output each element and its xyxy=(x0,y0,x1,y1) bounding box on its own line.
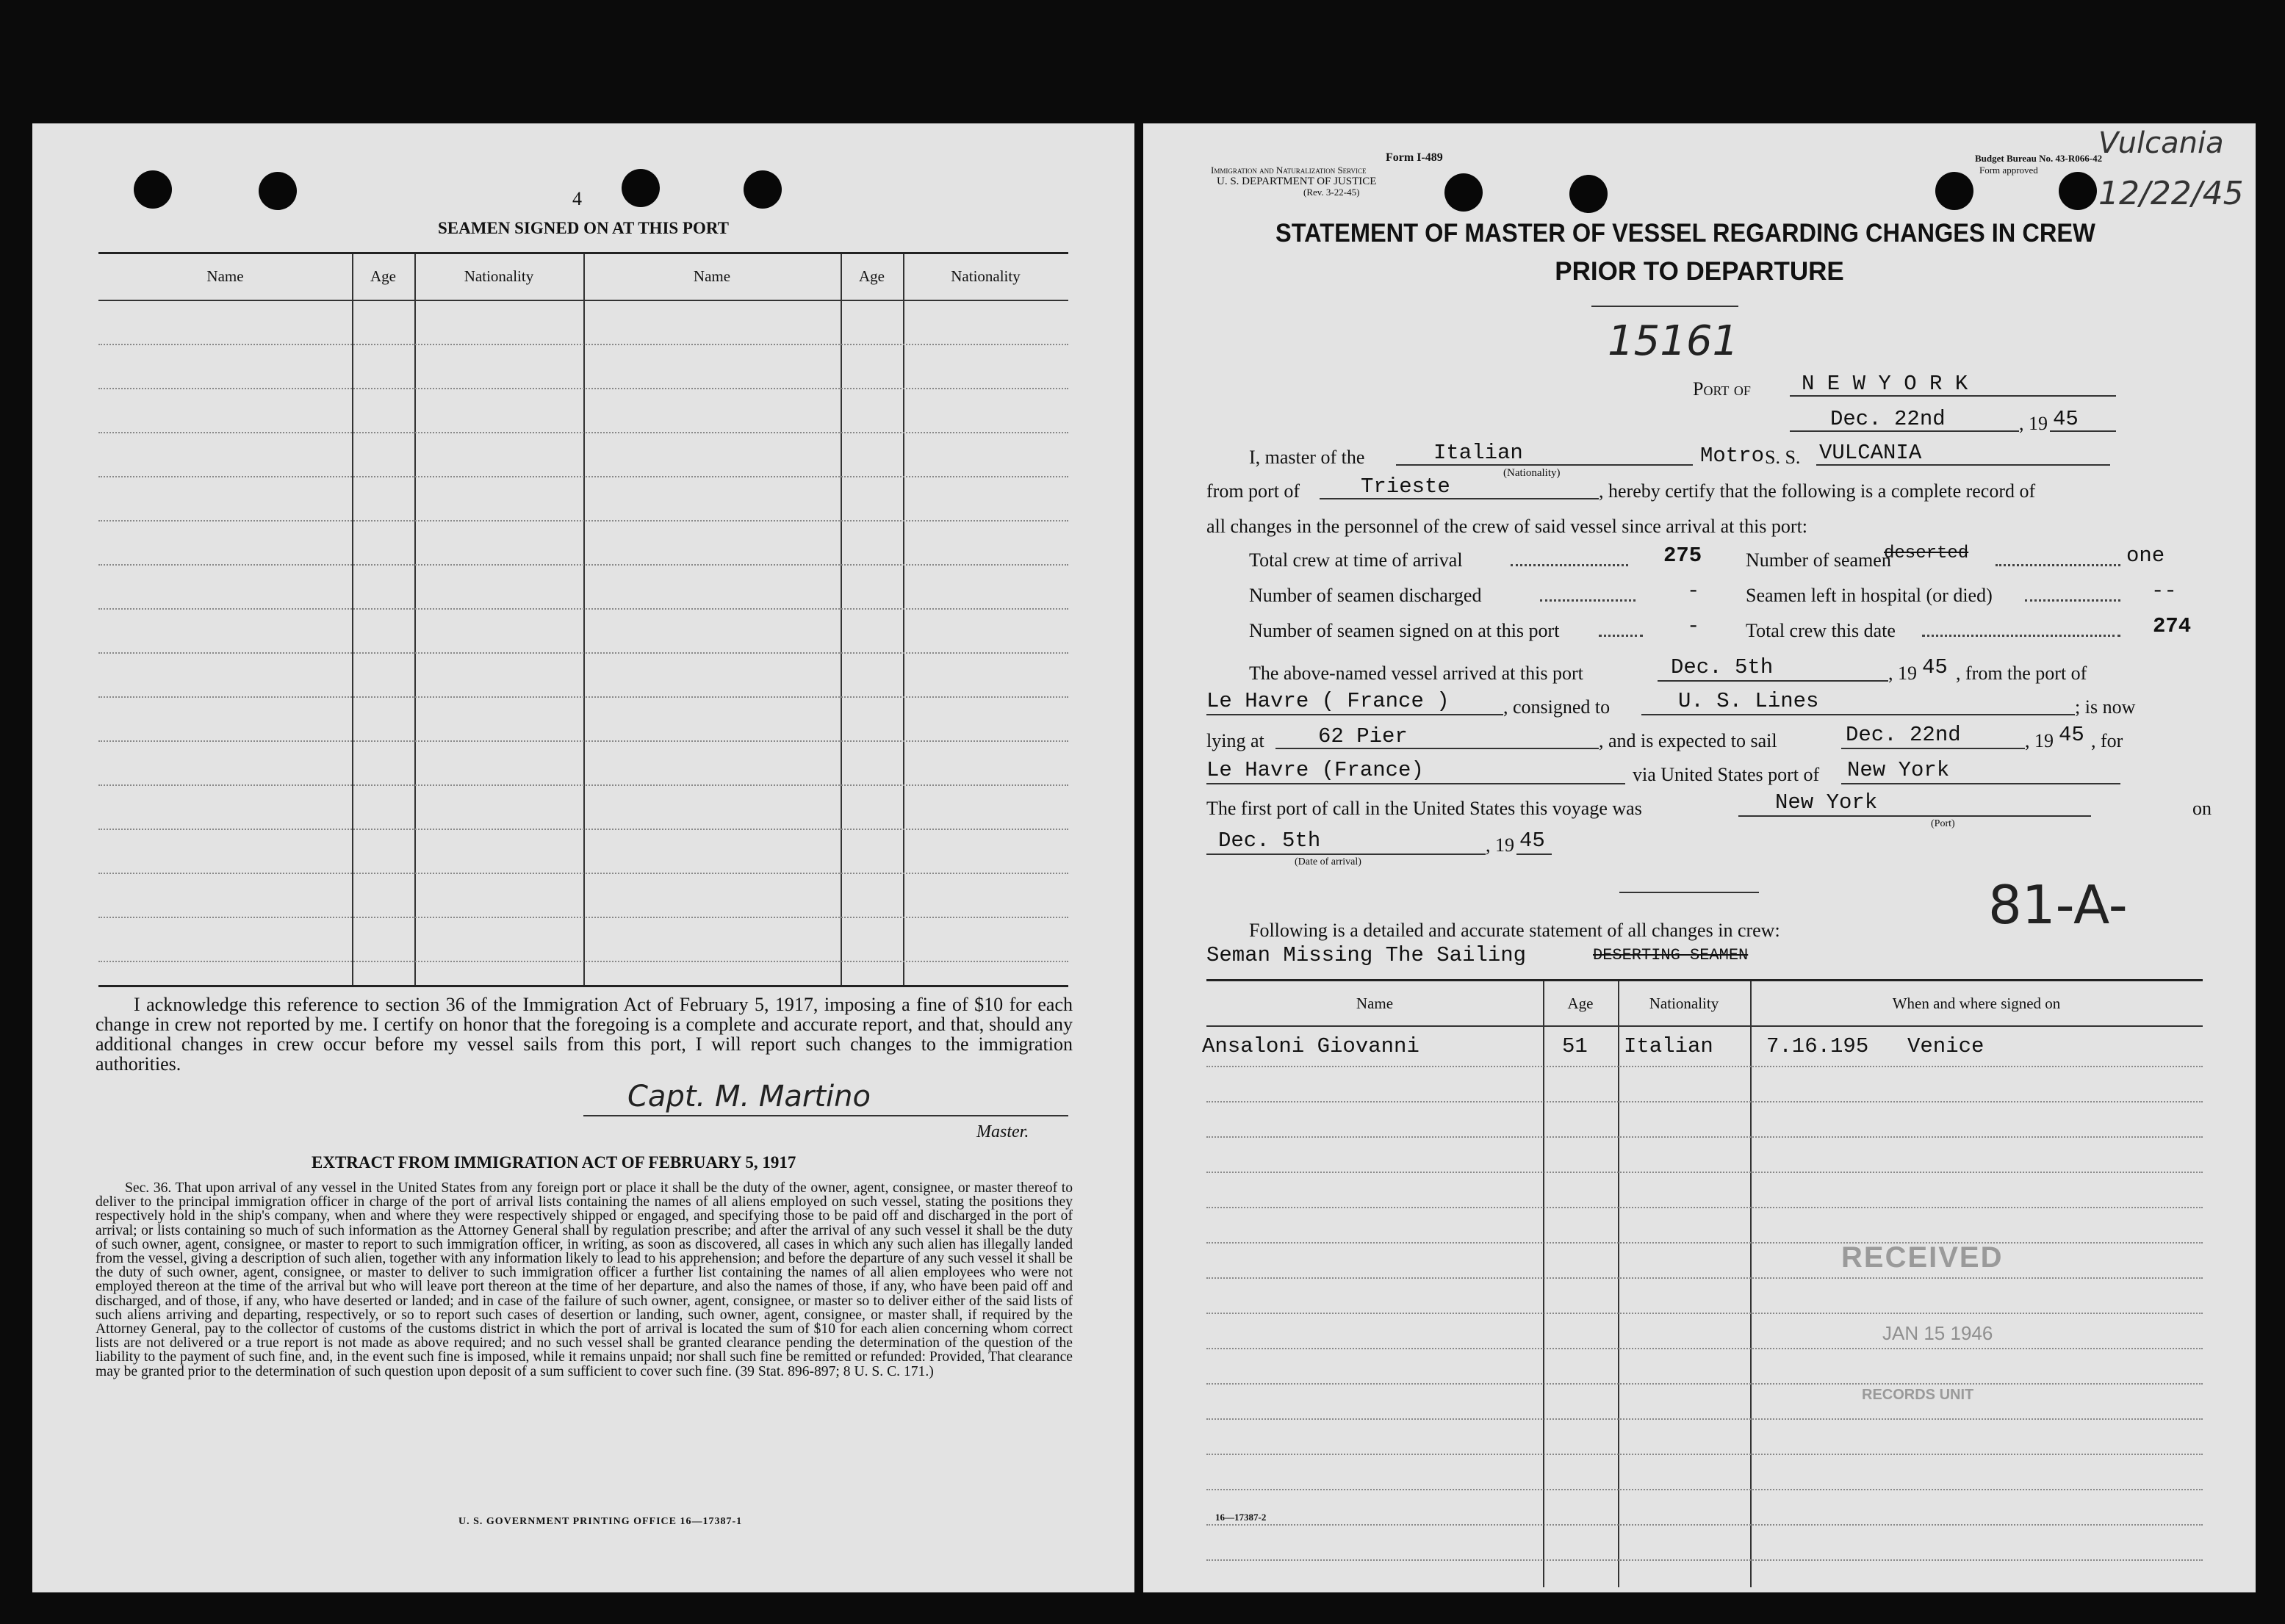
arrived-date: Dec. 5th xyxy=(1671,655,1774,679)
form-title-line-1: STATEMENT OF MASTER OF VESSEL REGARDING CHANGES IN CREW xyxy=(1275,219,2095,248)
col-header-name: Name xyxy=(206,267,244,285)
hospital-value: -- xyxy=(2151,579,2177,603)
department-name: U. S. DEPARTMENT OF JUSTICE xyxy=(1217,176,1377,187)
punch-hole xyxy=(134,170,172,209)
first-port-caption: (Port) xyxy=(1931,818,1955,829)
total-arrival-label: Total crew at time of arrival xyxy=(1249,549,1463,571)
arrived-label: The above-named vessel arrived at this port xyxy=(1249,663,1583,684)
crew-signed-on-date: 7.16.195 xyxy=(1766,1034,1869,1058)
punch-hole xyxy=(259,172,297,210)
col-header-age: Age xyxy=(859,267,885,285)
via-port: New York xyxy=(1847,758,1950,782)
from-port-of-label: , from the port of xyxy=(1956,663,2087,684)
first-port-value: New York xyxy=(1775,790,1878,815)
first-year-prefix: , 19 xyxy=(1486,834,1514,856)
col-header-nationality: Nationality xyxy=(464,267,534,285)
signed-on-value: - xyxy=(1687,614,1700,638)
received-stamp-date: JAN 15 1946 xyxy=(1882,1322,1993,1344)
col-header-nationality: Nationality xyxy=(951,267,1021,285)
deserted-label: Number of seamen xyxy=(1746,549,1891,571)
discharged-label: Number of seamen discharged xyxy=(1249,585,1482,606)
vessel-type: Motro xyxy=(1700,444,1765,468)
port-label: Port of xyxy=(1693,378,1751,400)
signature-line xyxy=(583,1115,1068,1116)
certify-text: , hereby certify that the following is a complete record of xyxy=(1599,480,2036,502)
first-year: 45 xyxy=(1519,829,1545,853)
expected-label: , and is expected to sail xyxy=(1599,730,1777,751)
received-stamp: RECEIVED xyxy=(1841,1241,2004,1274)
via-label: via United States port of xyxy=(1633,764,1820,785)
crew-changes-table xyxy=(1202,979,2203,1587)
extract-text: Sec. 36. That upon arrival of any vessel in the United States from any foreign port or place it shall be the duty of the owner, agent, consignee, or master thereof to deliver to the principal immigration officer in charge of the port of arrival lists containing the names of all aliens employed on such vessel, stating the positions they respectively hold in the ship's company, when and where they were respectively shipped or engaged, and specifying those to be paid off and discharged in the port of arrival; or lists containing so much of such information as the Attorney General shall by regulation prescribe; and after the arrival of any such vessel it shall be the duty of such owner, agent, consignee, or master to report to such immigration officer, in writing, as soon as discovered, all cases in which any such alien has illegally landed from the vessel, giving a description of such alien, together with any information likely to lead to his apprehension; and before the departure of any such vessel it shall be the duty of such owner, agent, consignee, or master to deliver to such immigration officer a further list containing the names of all alien employees who were not employed thereon at the time of the arrival but who will leave port thereon at the time of her departure, and also the names of those, if any, who have been paid off and discharged, and of those, if any, who have deserted or landed; and in case of the failure of such owner, agent, consignee, or master so to deliver either of the said lists of such aliens arriving and departing, respectively, or so to report such cases of desertion or landing, such owner, agent, consignee, or master shall, if required by the Attorney General, pay to the collector of customs of the customs district in which the port of arrival is located the sum of $10 for each alien concerning whom correct lists are not delivered or a true report is not made as above required; and no such vessel shall be granted clearance pending the determination of the question of the liability to the payment of such fine, and, in the event such fine is imposed, while it remains unpaid; nor shall such fine be remitted or refunded: Provided, That clearance may be granted prior to the determination of such question upon deposit of a sum sufficient to cover such fine. (39 Stat. 896-897; 8 U. S. C. 171.) xyxy=(96,1180,1073,1379)
punch-hole xyxy=(744,170,782,209)
vessel-name: VULCANIA xyxy=(1819,441,1922,465)
for-label: , for xyxy=(2091,730,2123,751)
agency-name: Immigration and Naturalization Service xyxy=(1211,165,1367,176)
title-rule xyxy=(1591,306,1738,307)
from-port-value: Trieste xyxy=(1361,474,1450,499)
printer-imprint: U. S. GOVERNMENT PRINTING OFFICE 16—17387-1 xyxy=(458,1516,743,1527)
total-date-label: Total crew this date xyxy=(1746,620,1896,641)
year-prefix: , 19 xyxy=(2019,413,2048,434)
col-header-age: Age xyxy=(370,267,396,285)
consignee: U. S. Lines xyxy=(1678,689,1819,713)
on-label: on xyxy=(2192,798,2212,819)
deserted-value: one xyxy=(2126,544,2165,568)
signature-role: Master. xyxy=(976,1122,1029,1141)
first-port-label: The first port of call in the United States this voyage was xyxy=(1206,798,1642,819)
punch-hole xyxy=(1569,175,1608,213)
first-arrival-date: Dec. 5th xyxy=(1218,829,1321,853)
form-approved: Form approved xyxy=(1979,165,2038,176)
punch-hole xyxy=(622,169,660,207)
handwritten-code: 81-A- xyxy=(1988,874,2128,936)
master-label: I, master of the xyxy=(1249,447,1365,468)
col-header-name: Name xyxy=(693,267,731,285)
sail-date: Dec. 22nd xyxy=(1846,723,1961,747)
records-unit-stamp: RECORDS UNIT xyxy=(1862,1387,1974,1403)
lying-label: lying at xyxy=(1206,730,1264,751)
handwritten-file-number: 15161 xyxy=(1608,317,1739,365)
port-value: N E W Y O R K xyxy=(1802,372,1968,396)
extract-title: EXTRACT FROM IMMIGRATION ACT OF FEBRUARY 5, 1917 xyxy=(312,1153,796,1172)
seamen-signed-table xyxy=(98,252,1068,987)
form-title-line-2: PRIOR TO DEPARTURE xyxy=(1555,257,1844,286)
from-port-label: from port of xyxy=(1206,480,1300,502)
statement-date: Dec. 22nd xyxy=(1830,407,1946,431)
following-text: Following is a detailed and accurate statement of all changes in crew: xyxy=(1249,920,1780,941)
arrived-year: 45 xyxy=(1922,655,1948,679)
first-date-caption: (Date of arrival) xyxy=(1295,856,1361,867)
col-header-age: Age xyxy=(1567,995,1594,1012)
changes-text: all changes in the personnel of the crew of said vessel since arrival at this port: xyxy=(1206,516,1808,537)
col-header-nationality: Nationality xyxy=(1649,995,1719,1012)
punch-hole xyxy=(1935,172,1973,210)
master-signature: Capt. M. Martino xyxy=(627,1080,871,1114)
col-header-when-where: When and where signed on xyxy=(1892,995,2061,1012)
signed-on-label: Number of seamen signed on at this port xyxy=(1249,620,1560,641)
handwritten-date-note: 12/22/45 xyxy=(2098,175,2244,212)
is-now-label: ; is now xyxy=(2075,696,2136,718)
col-header-name: Name xyxy=(1356,995,1394,1012)
punch-hole xyxy=(1444,173,1483,212)
crew-name: Ansaloni Giovanni xyxy=(1202,1034,1419,1058)
deserted-struck: deserted xyxy=(1884,544,1969,563)
crew-signed-on-place: Venice xyxy=(1907,1034,1984,1058)
total-arrival-value: 275 xyxy=(1663,544,1702,568)
right-page xyxy=(1143,123,2256,1592)
crew-age: 51 xyxy=(1562,1034,1588,1058)
sail-year-prefix: , 19 xyxy=(2025,730,2054,751)
crew-nationality: Italian xyxy=(1624,1034,1713,1058)
ss-label: S. S. xyxy=(1765,447,1801,468)
acknowledgement-text: I acknowledge this reference to section 36 of the Immigration Act of February 5, 1917, imposing a fine of $10 for each change in crew not reported by me. I certify on honor that the foregoing is a complete and accurate report, and that, should any additional changes in crew occur before my vessel sails from this port, I will report such changes to the immigration authorities. xyxy=(96,994,1073,1075)
seamen-signed-title: SEAMEN SIGNED ON AT THIS PORT xyxy=(437,219,730,237)
handwritten-vessel-note: Vulcania xyxy=(2098,126,2224,160)
page-number: 4 xyxy=(572,188,582,209)
statement-year: 45 xyxy=(2053,407,2079,431)
punch-hole xyxy=(2059,172,2097,210)
discharged-value: - xyxy=(1687,579,1700,603)
section-heading: Seman Missing The Sailing xyxy=(1206,943,1527,967)
hospital-label: Seamen left in hospital (or died) xyxy=(1746,585,1993,606)
budget-bureau-no: Budget Bureau No. 43-R066-42 xyxy=(1975,153,2103,164)
left-page xyxy=(32,123,1134,1592)
nationality-value: Italian xyxy=(1433,441,1523,465)
destination: Le Havre (France) xyxy=(1206,758,1424,782)
form-number: Form I-489 xyxy=(1386,151,1443,164)
nationality-caption: (Nationality) xyxy=(1503,467,1561,479)
origin-port: Le Havre ( France ) xyxy=(1206,689,1450,713)
total-date-value: 274 xyxy=(2153,614,2192,638)
consigned-label: , consigned to xyxy=(1503,696,1611,718)
section-rule xyxy=(1619,892,1759,893)
arrived-year-prefix: , 19 xyxy=(1888,663,1917,684)
sail-year: 45 xyxy=(2059,723,2084,747)
lying-value: 62 Pier xyxy=(1318,724,1408,748)
section-struck: DESERTING SEAMEN xyxy=(1593,946,1749,964)
printer-imprint: 16—17387-2 xyxy=(1215,1512,1267,1523)
form-revision: (Rev. 3-22-45) xyxy=(1303,187,1360,198)
